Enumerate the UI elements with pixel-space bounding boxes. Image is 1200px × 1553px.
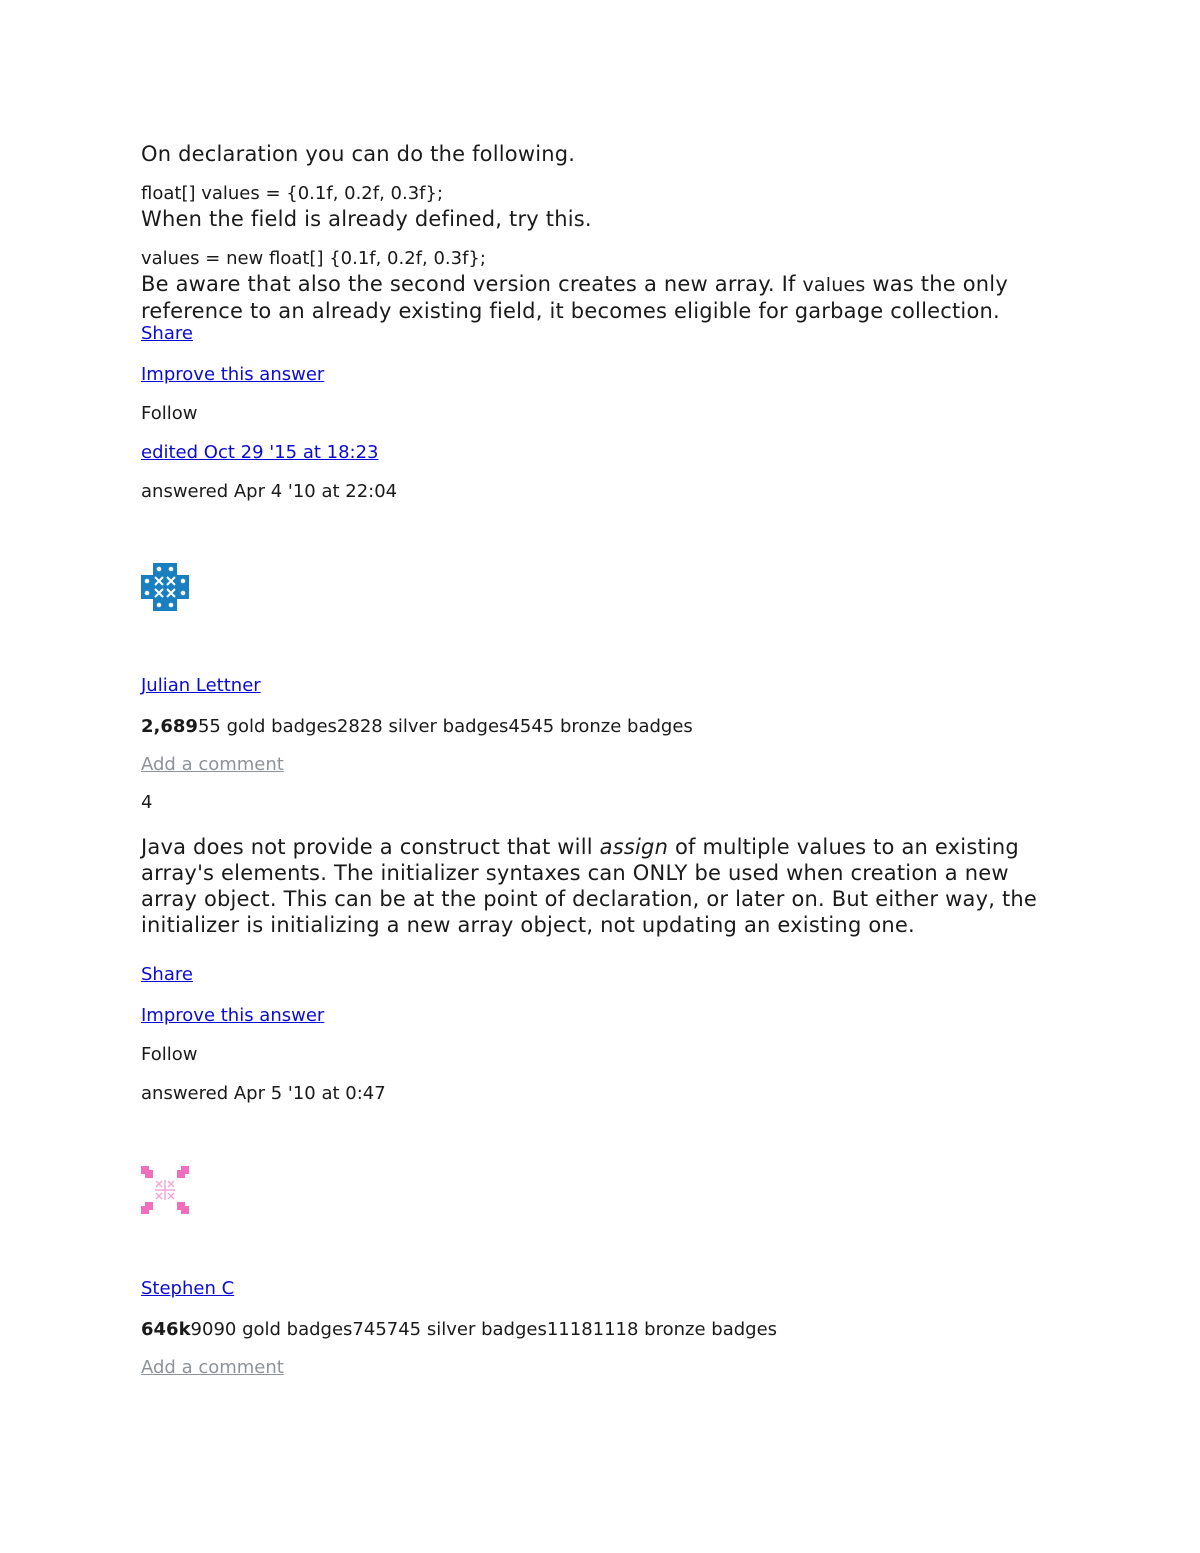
answer2-paragraph-before: Java does not provide a construct that will: [141, 835, 600, 859]
answer1-user-link[interactable]: Julian Lettner: [141, 675, 261, 696]
answer1-add-comment-link[interactable]: Add a comment: [141, 754, 284, 775]
answer1-code-assignment: values = new float[] {0.1f, 0.2f, 0.3f};: [141, 248, 486, 269]
answer1-badges: 55 gold badges2828 silver badges4545 bronze badges: [197, 716, 693, 737]
answer1-improve-link[interactable]: Improve this answer: [141, 364, 325, 385]
answer2-answered-time: answered Apr 5 '10 at 0:47: [141, 1083, 386, 1104]
answer2-follow-button[interactable]: Follow: [141, 1044, 198, 1065]
answer1-paragraph: [141, 271, 1071, 324]
answer2-score: 4: [141, 792, 153, 813]
answer1-paragraph-before: Be aware that also the second version creates a new array. If: [141, 272, 803, 296]
answer1-paragraph-after: was the only reference to an already existing field, it becomes eligible for garbage collection.: [141, 272, 1008, 323]
answer1-answered-time: answered Apr 4 '10 at 22:04: [141, 481, 398, 502]
answer2-reputation: 646k: [141, 1319, 191, 1340]
answer1-mid-text: When the field is already defined, try this.: [141, 207, 592, 231]
identicon-blue-icon[interactable]: [141, 563, 189, 611]
answer2-user-link[interactable]: Stephen C: [141, 1278, 235, 1299]
answer2-badges: 9090 gold badges745745 silver badges11181118 bronze badges: [190, 1319, 778, 1340]
answer2-paragraph-emphasis: assign: [599, 835, 669, 859]
answer2-improve-link[interactable]: Improve this answer: [141, 1005, 325, 1026]
answer1-user-stats: [141, 716, 693, 738]
answer2-add-comment-link[interactable]: Add a comment: [141, 1357, 284, 1378]
answer2-share-link[interactable]: Share: [141, 964, 193, 985]
answer1-share-link[interactable]: Share: [141, 323, 193, 344]
answer1-code-declaration: float[] values = {0.1f, 0.2f, 0.3f};: [141, 183, 444, 204]
answer2-user-stats: [141, 1319, 777, 1341]
answer1-follow-button[interactable]: Follow: [141, 403, 198, 424]
answer1-paragraph-code: values: [802, 274, 866, 296]
identicon-pink-icon[interactable]: [141, 1166, 189, 1214]
answer2-paragraph-after: of multiple values to an existing array's elements. The initializer syntaxes can ONLY be used when creation a new array object. This can be at the point of declaration, or later on. But either way, the initializer is initializing a new array object, not updating an existing one.: [141, 835, 1038, 937]
answer1-reputation: 2,689: [141, 716, 198, 737]
answer1-edited-link[interactable]: edited Oct 29 '15 at 18:23: [141, 442, 379, 463]
answer1-intro: On declaration you can do the following.: [141, 142, 576, 166]
answer2-paragraph: [141, 834, 1071, 938]
